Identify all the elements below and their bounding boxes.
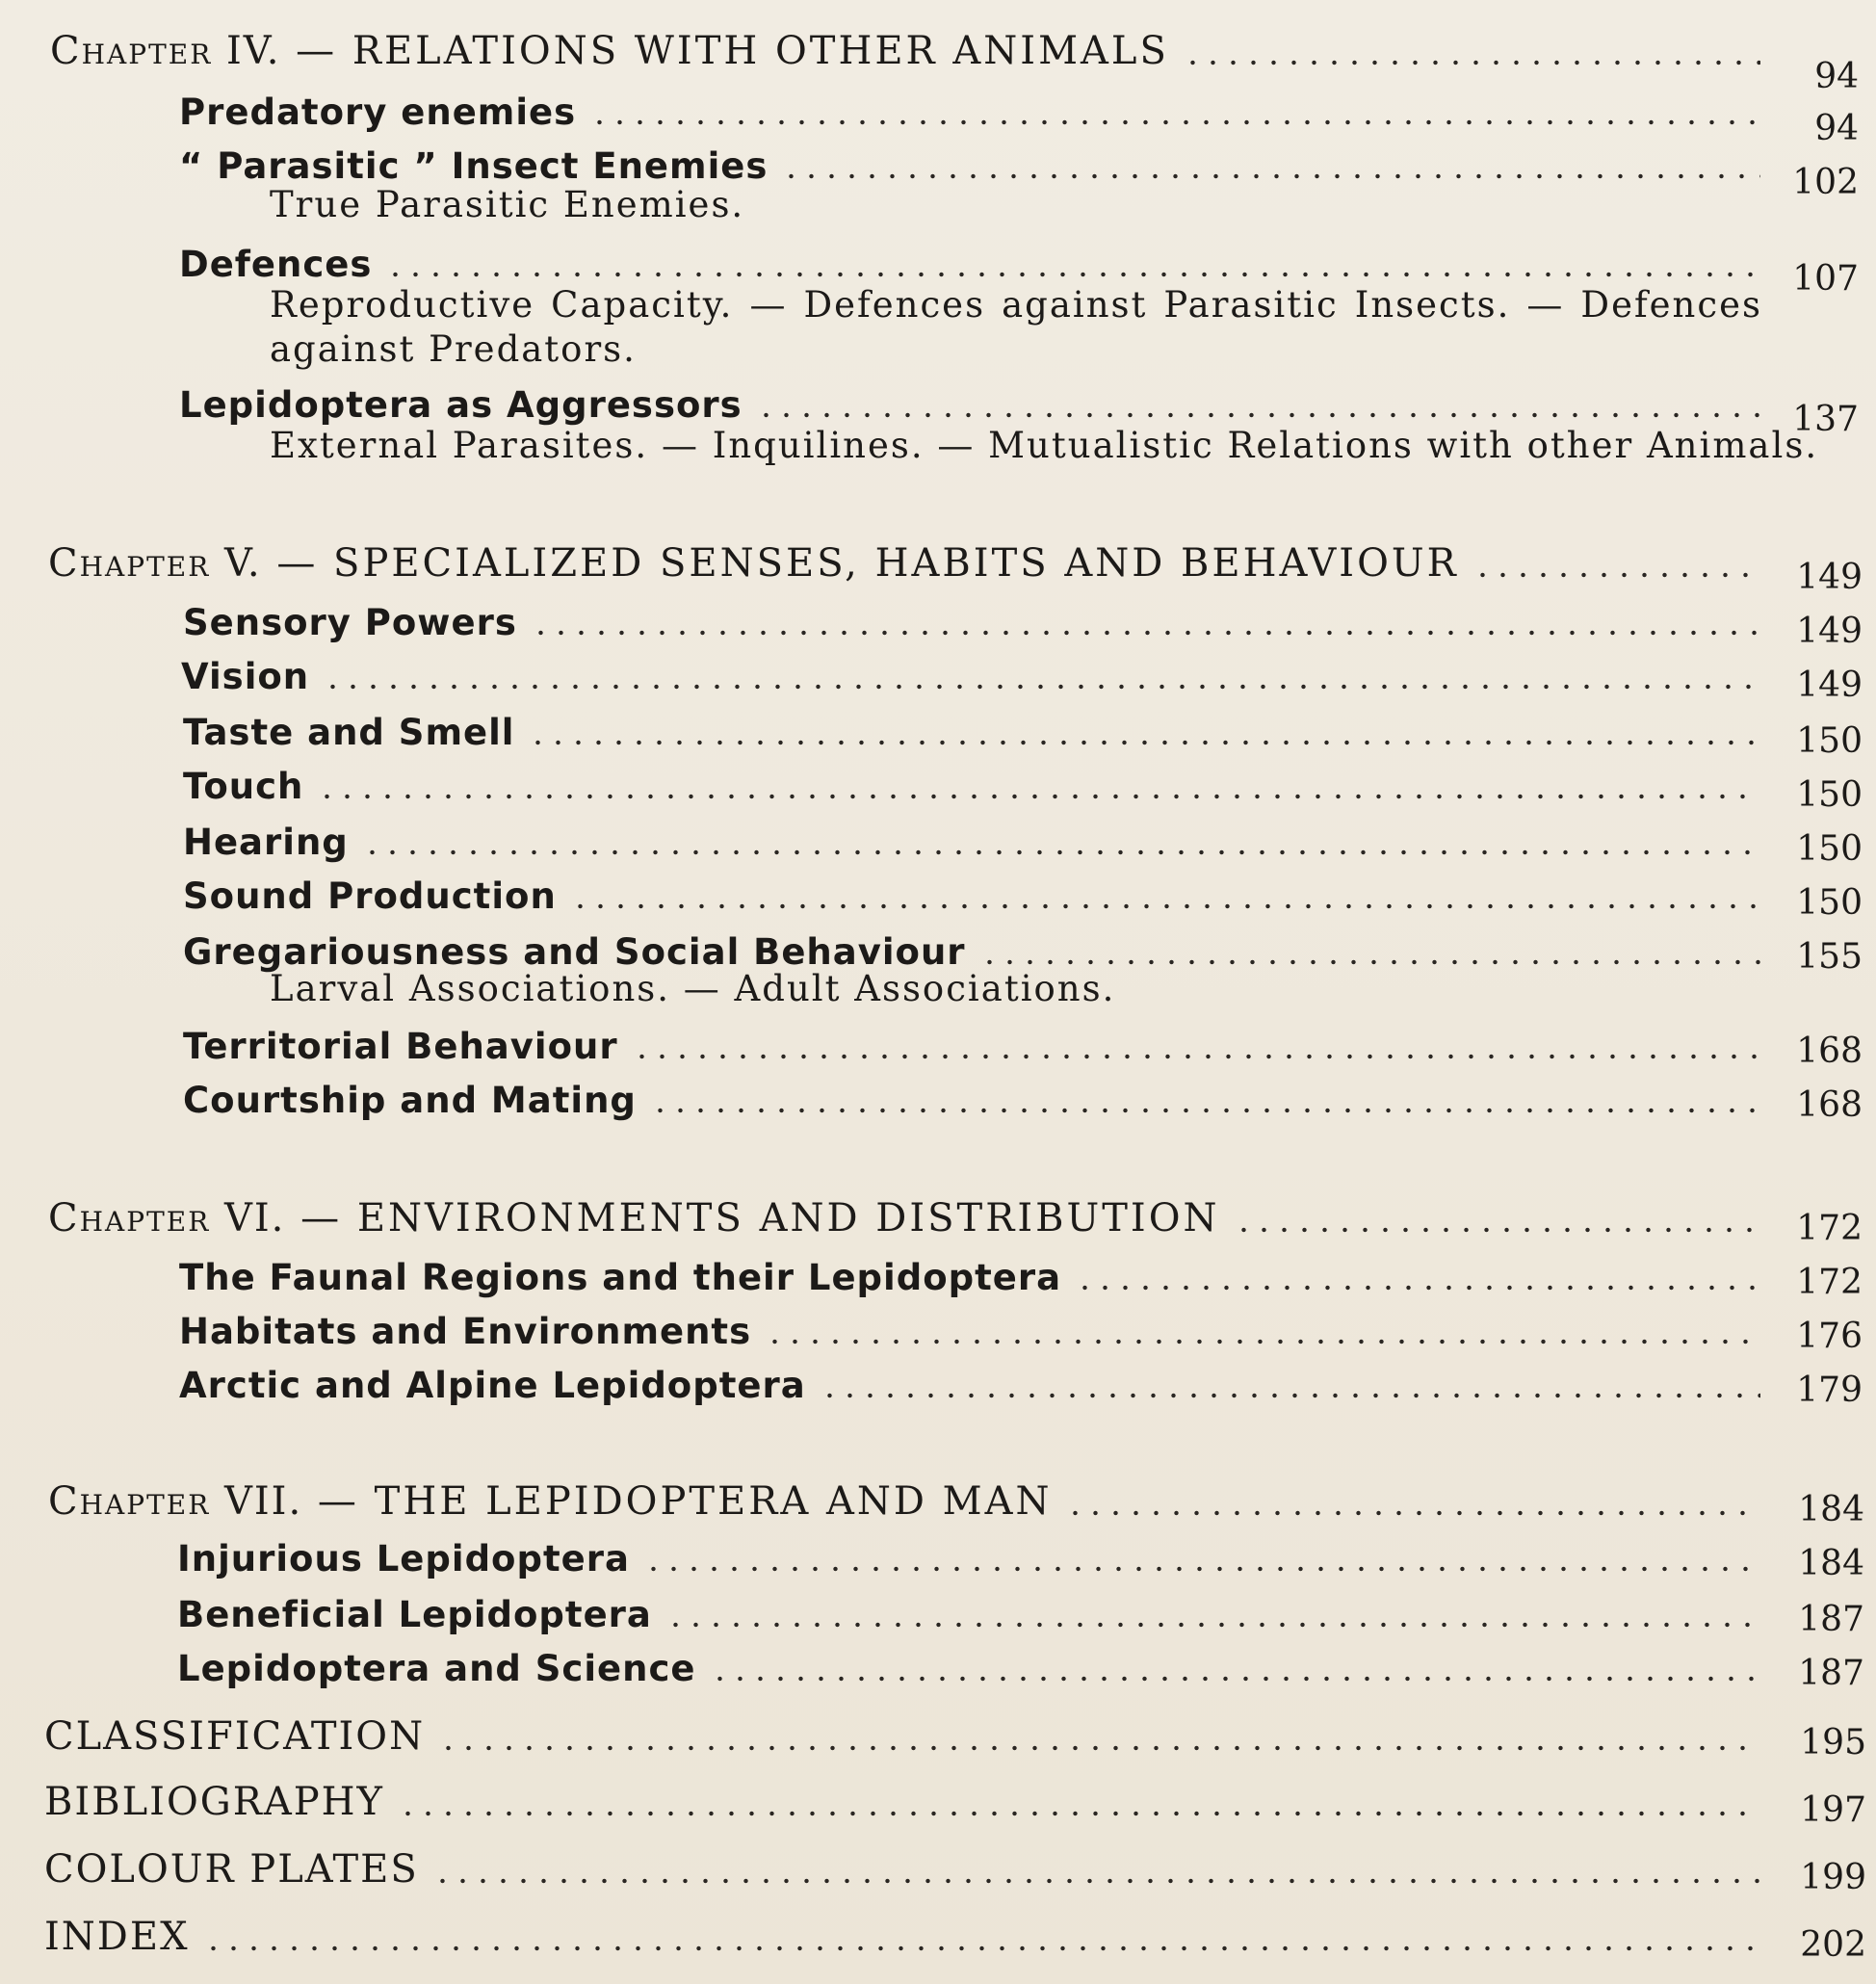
dot-leader xyxy=(531,628,1760,638)
page-number: 150 xyxy=(1796,721,1863,761)
section-entry xyxy=(179,1248,1760,1298)
dot-leader xyxy=(398,1809,1760,1818)
dot-leader xyxy=(665,1620,1760,1630)
page-number: 197 xyxy=(1800,1790,1866,1830)
page-number: 168 xyxy=(1796,1085,1863,1125)
back-matter-title: BIBLIOGRAPHY xyxy=(44,1780,384,1824)
page-number: 150 xyxy=(1796,775,1863,815)
section-entry xyxy=(183,757,1760,807)
section-entry xyxy=(177,1639,1760,1689)
chapter-title: — SPECIALIZED SENSES, HABITS AND BEHAVIOUR xyxy=(276,541,1459,586)
section-entry xyxy=(183,593,1760,643)
section-entry xyxy=(179,235,1760,285)
page-number: 179 xyxy=(1796,1371,1863,1410)
page-number: 176 xyxy=(1796,1317,1863,1356)
section-title: Injurious Lepidoptera xyxy=(177,1538,630,1579)
dot-leader xyxy=(650,1106,1760,1115)
dot-leader xyxy=(317,792,1760,801)
section-entry xyxy=(183,1017,1760,1067)
dot-leader xyxy=(979,957,1760,967)
page-number: 195 xyxy=(1800,1723,1866,1762)
page-number: 184 xyxy=(1798,1544,1864,1583)
section-description: Reproductive Capacity. — Defences against Parasitic Insects. — Defences against Predators. xyxy=(270,284,1762,370)
section-title: Sound Production xyxy=(183,875,557,917)
section-entry xyxy=(177,1585,1760,1635)
section-entry xyxy=(183,703,1760,753)
dot-leader xyxy=(632,1052,1760,1061)
dot-leader xyxy=(323,682,1760,692)
dot-leader xyxy=(765,1337,1760,1346)
dot-leader xyxy=(820,1391,1760,1400)
dot-leader xyxy=(643,1564,1760,1574)
page-number: 187 xyxy=(1798,1600,1864,1639)
section-entry xyxy=(183,1071,1760,1121)
dot-leader xyxy=(1183,58,1760,67)
back-matter-entry xyxy=(44,1841,1760,1892)
dot-leader xyxy=(1472,570,1760,580)
page-number: 149 xyxy=(1796,612,1863,651)
chapter-title: — THE LEPIDOPTERA AND MAN xyxy=(317,1479,1053,1524)
section-title: Gregariousness and Social Behaviour xyxy=(183,931,966,973)
section-title: The Faunal Regions and their Lepidoptera xyxy=(179,1257,1062,1298)
section-title: Habitats and Environments xyxy=(179,1311,752,1352)
back-matter-title: INDEX xyxy=(44,1915,190,1959)
section-description: Larval Associations. — Adult Associations. xyxy=(270,968,1116,1009)
page-number: 102 xyxy=(1792,163,1859,202)
dot-leader xyxy=(203,1944,1760,1953)
back-matter-title: CLASSIFICATION xyxy=(44,1714,426,1759)
chapter-heading xyxy=(48,535,1760,586)
section-title: Beneficial Lepidoptera xyxy=(177,1594,652,1635)
section-title: Taste and Smell xyxy=(183,712,515,753)
page-number: 172 xyxy=(1796,1209,1863,1248)
dot-leader xyxy=(710,1674,1760,1684)
back-matter-title: COLOUR PLATES xyxy=(44,1847,419,1892)
section-title: Touch xyxy=(183,766,304,807)
page-number: 172 xyxy=(1796,1263,1863,1302)
dot-leader xyxy=(781,171,1760,181)
chapter-title: — ENVIRONMENTS AND DISTRIBUTION xyxy=(300,1196,1220,1240)
dot-leader xyxy=(432,1876,1760,1886)
page-number: 94 xyxy=(1814,57,1859,96)
back-matter-entry xyxy=(44,1909,1760,1959)
section-title: Arctic and Alpine Lepidoptera xyxy=(179,1365,806,1406)
section-title: Sensory Powers xyxy=(183,602,517,643)
page-number: 94 xyxy=(1814,109,1859,148)
dot-leader xyxy=(528,738,1760,747)
section-title: Predatory enemies xyxy=(179,91,577,133)
section-entry xyxy=(179,376,1760,426)
page-number: 150 xyxy=(1796,883,1863,923)
dot-leader xyxy=(385,270,1760,279)
dot-leader xyxy=(1234,1225,1760,1235)
section-entry xyxy=(183,813,1760,863)
dot-leader xyxy=(362,848,1760,857)
section-entry xyxy=(183,867,1760,917)
chapter-label: Chapter VI. xyxy=(48,1196,286,1240)
page-number: 107 xyxy=(1792,259,1859,299)
dot-leader xyxy=(438,1743,1760,1753)
section-title: Hearing xyxy=(183,822,349,863)
section-title: Lepidoptera as Aggressors xyxy=(179,384,743,426)
page-number: 168 xyxy=(1796,1031,1863,1071)
back-matter-entry xyxy=(44,1709,1760,1759)
page-number: 149 xyxy=(1796,666,1863,705)
chapter-heading xyxy=(48,1474,1760,1524)
section-entry xyxy=(177,1529,1760,1579)
page-number: 202 xyxy=(1800,1925,1866,1965)
page-number: 155 xyxy=(1796,937,1863,977)
chapter-label: Chapter V. xyxy=(48,541,262,586)
section-entry xyxy=(179,1356,1760,1406)
section-title: Lepidoptera and Science xyxy=(177,1648,696,1689)
section-entry xyxy=(179,1302,1760,1352)
section-title: Vision xyxy=(181,656,310,697)
section-title: Defences xyxy=(179,244,373,285)
page-number: 187 xyxy=(1798,1654,1864,1693)
page-number: 149 xyxy=(1796,558,1863,597)
chapter-heading xyxy=(50,23,1760,73)
dot-leader xyxy=(1065,1508,1760,1518)
dot-leader xyxy=(589,117,1760,127)
section-entry xyxy=(179,83,1760,133)
section-title: “ Parasitic ” Insect Enemies xyxy=(179,145,769,187)
page-number: 137 xyxy=(1792,400,1859,439)
back-matter-entry xyxy=(44,1774,1760,1824)
dot-leader xyxy=(570,901,1760,911)
chapter-label: Chapter VII. xyxy=(48,1479,303,1524)
section-entry xyxy=(179,137,1760,187)
section-entry xyxy=(181,647,1760,697)
section-title: Territorial Behaviour xyxy=(183,1026,618,1067)
section-entry xyxy=(183,923,1760,973)
dot-leader xyxy=(1075,1283,1760,1292)
section-description: True Parasitic Enemies. xyxy=(270,184,745,225)
dot-leader xyxy=(756,410,1760,420)
chapter-heading xyxy=(48,1190,1760,1240)
section-description: External Parasites. — Inquilines. — Mutualistic Relations with other Animals. xyxy=(270,425,1819,466)
page-number: 199 xyxy=(1800,1858,1866,1897)
section-title: Courtship and Mating xyxy=(183,1080,637,1121)
page-number: 150 xyxy=(1796,829,1863,869)
chapter-label: Chapter IV. xyxy=(50,29,281,73)
chapter-title: — RELATIONS WITH OTHER ANIMALS xyxy=(296,29,1169,73)
page-number: 184 xyxy=(1798,1490,1864,1529)
